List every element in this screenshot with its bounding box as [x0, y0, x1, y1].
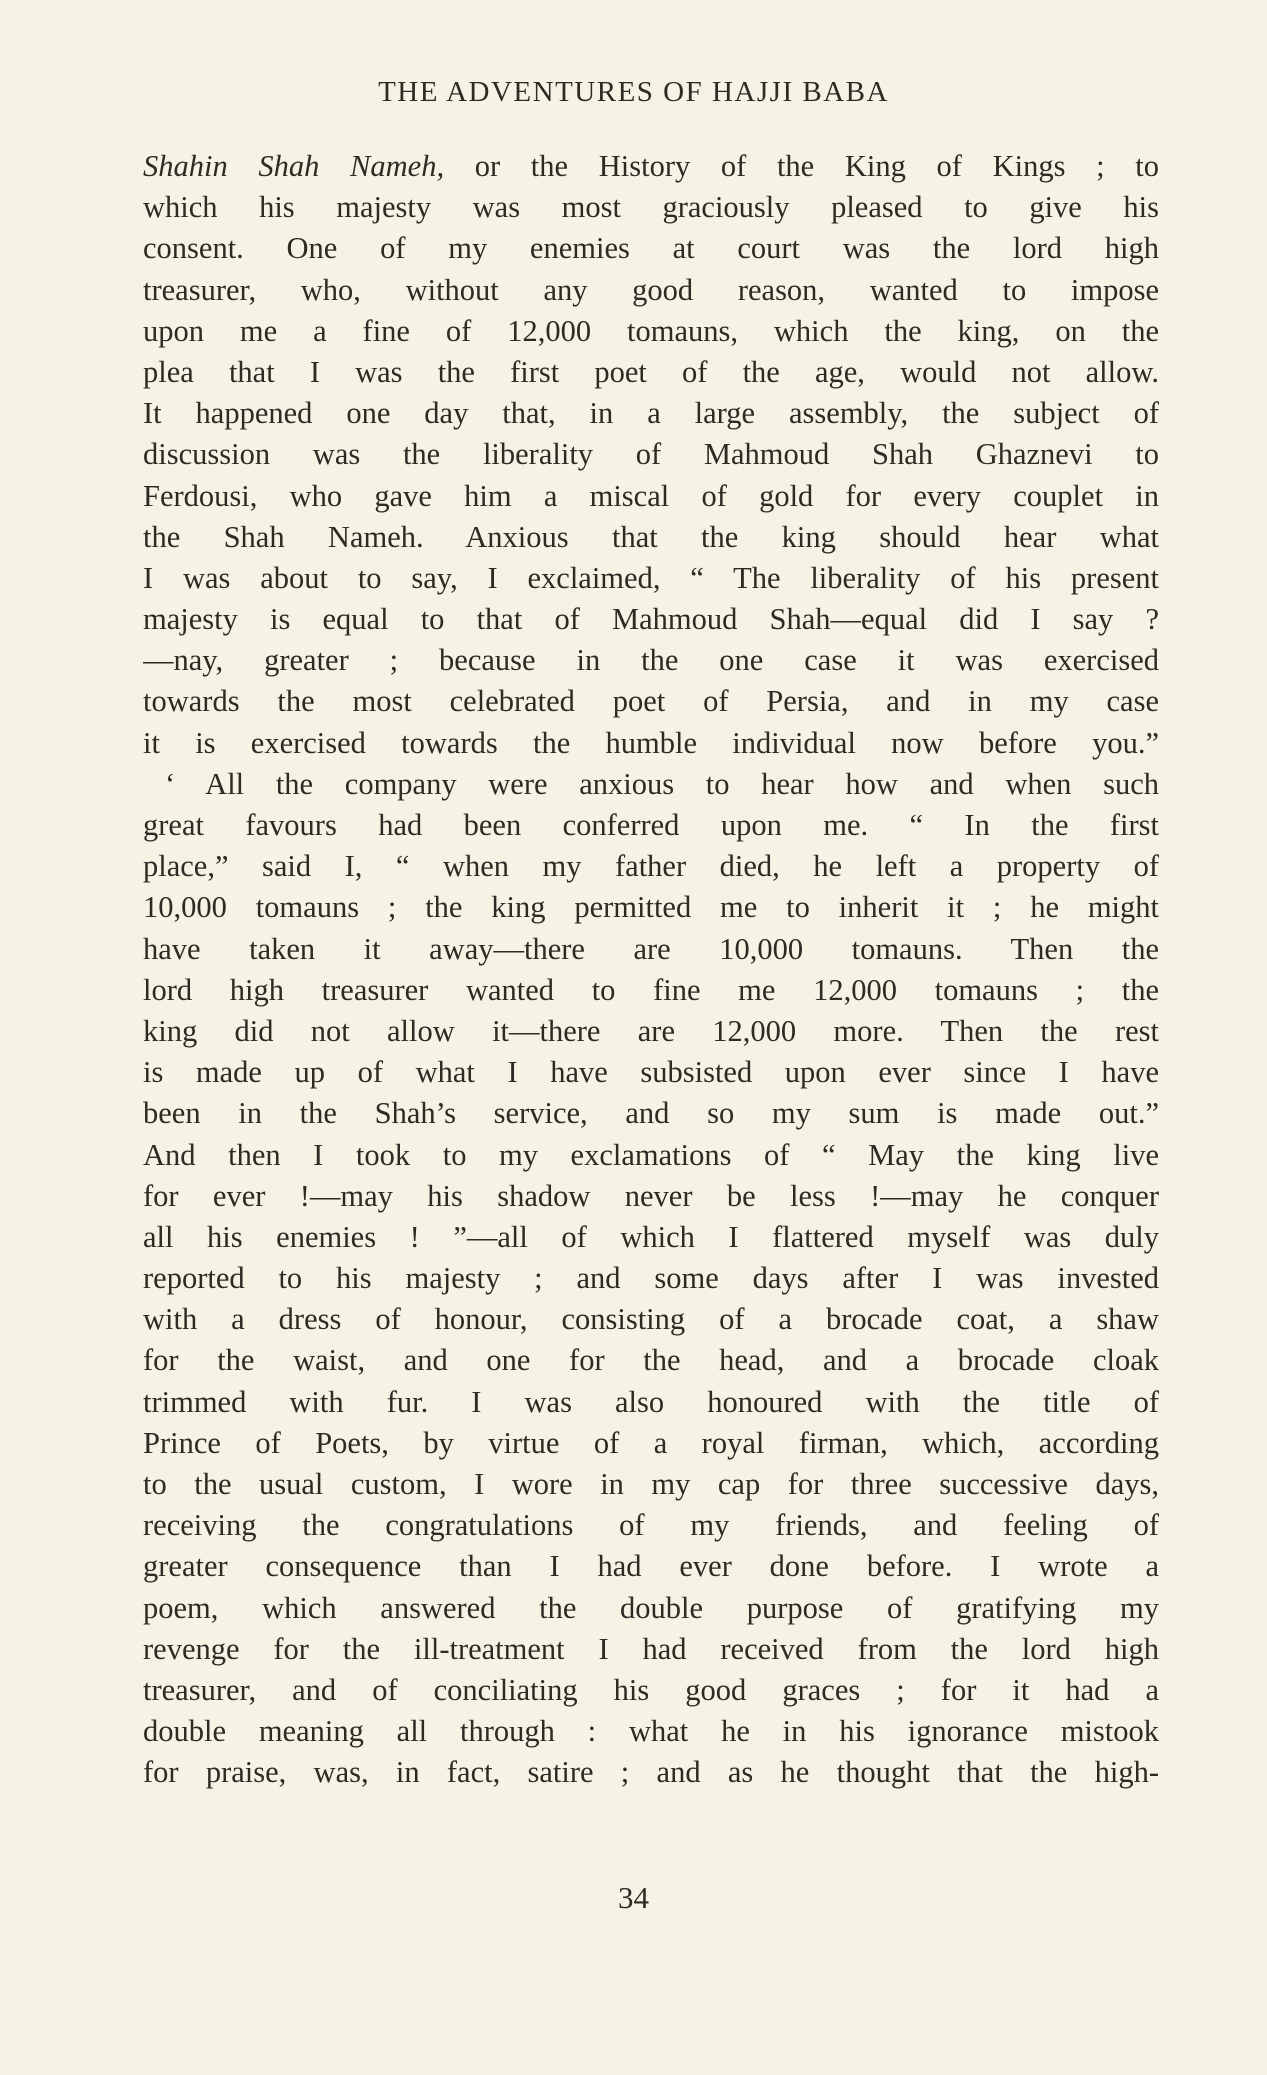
text-line: is made up of what I have subsisted upon ever since I have [143, 1055, 1159, 1090]
text-line: it is exercised towards the humble individual now before you.” [143, 725, 1159, 760]
text-line: place,” said I, “ when my father died, he left a property of [143, 849, 1159, 884]
text-line: reported to his majesty ; and some days after I was invested [143, 1261, 1159, 1296]
text-line: trimmed with fur. I was also honoured with the title of [143, 1384, 1159, 1419]
text-line: Prince of Poets, by virtue of a royal firman, which, according [143, 1425, 1159, 1460]
text-line: for praise, was, in fact, satire ; and as he thought that the high- [143, 1755, 1159, 1790]
text-line: discussion was the liberality of Mahmoud Shah Ghaznevi to [143, 437, 1159, 472]
text-line: majesty is equal to that of Mahmoud Shah—equal did I say ? [143, 602, 1159, 637]
book-title-italic: Shahin Shah Nameh, [143, 149, 445, 183]
running-header: THE ADVENTURES OF HAJJI BABA [378, 76, 889, 108]
text-line: receiving the congratulations of my friends, and feeling of [143, 1508, 1159, 1543]
text-line: to the usual custom, I wore in my cap for three successive days, [143, 1467, 1159, 1501]
text-line [143, 146, 1159, 187]
text-line: plea that I was the first poet of the age, would not allow. [143, 354, 1159, 389]
text-line: have taken it away—there are 10,000 tomauns. Then the [143, 931, 1159, 966]
text-line: 10,000 tomauns ; the king permitted me to inherit it ; he might [143, 890, 1159, 925]
page-number: 34 [618, 1880, 649, 1915]
text-line: great favours had been conferred upon me. “ In the first [143, 808, 1159, 842]
text-line: consent. One of my enemies at court was the lord high [143, 231, 1159, 266]
text-line: It happened one day that, in a large assembly, the subject of [143, 396, 1159, 431]
text-line: king did not allow it—there are 12,000 more. Then the rest [143, 1013, 1159, 1048]
text-line: upon me a fine of 12,000 tomauns, which the king, on the [143, 313, 1159, 348]
text-line: And then I took to my exclamations of “ May the king live [143, 1137, 1159, 1172]
body-text [143, 146, 1159, 1794]
text-line: towards the most celebrated poet of Persia, and in my case [143, 684, 1159, 719]
text-line: —nay, greater ; because in the one case it was exercised [143, 643, 1159, 678]
text-line-rest: or the History of the King of Kings ; to [444, 149, 1159, 183]
text-line: greater consequence than I had ever done before. I wrote a [143, 1549, 1159, 1584]
text-line: I was about to say, I exclaimed, “ The liberality of his present [143, 560, 1159, 595]
text-line: for the waist, and one for the head, and a brocade cloak [143, 1343, 1159, 1378]
text-line: the Shah Nameh. Anxious that the king should hear what [143, 519, 1159, 554]
text-line: double meaning all through : what he in his ignorance mistook [143, 1714, 1159, 1749]
text-line: treasurer, and of conciliating his good graces ; for it had a [143, 1672, 1159, 1707]
text-line: which his majesty was most graciously pleased to give his [143, 190, 1159, 225]
text-line: with a dress of honour, consisting of a brocade coat, a shaw [143, 1302, 1159, 1337]
text-line: for ever !—may his shadow never be less !—may he conquer [143, 1178, 1159, 1213]
text-line: lord high treasurer wanted to fine me 12,000 tomauns ; the [143, 972, 1159, 1007]
text-line: treasurer, who, without any good reason, wanted to impose [143, 272, 1159, 307]
text-line: poem, which answered the double purpose of gratifying my [143, 1590, 1159, 1625]
text-line: been in the Shah’s service, and so my sum is made out.” [143, 1096, 1159, 1131]
text-line: Ferdousi, who gave him a miscal of gold for every couplet in [143, 478, 1159, 513]
text-line: revenge for the ill-treatment I had received from the lord high [143, 1631, 1159, 1666]
text-line: all his enemies ! ”—all of which I flattered myself was duly [143, 1219, 1159, 1254]
paragraph-start-line: ‘ All the company were anxious to hear how and when such [165, 766, 1159, 801]
